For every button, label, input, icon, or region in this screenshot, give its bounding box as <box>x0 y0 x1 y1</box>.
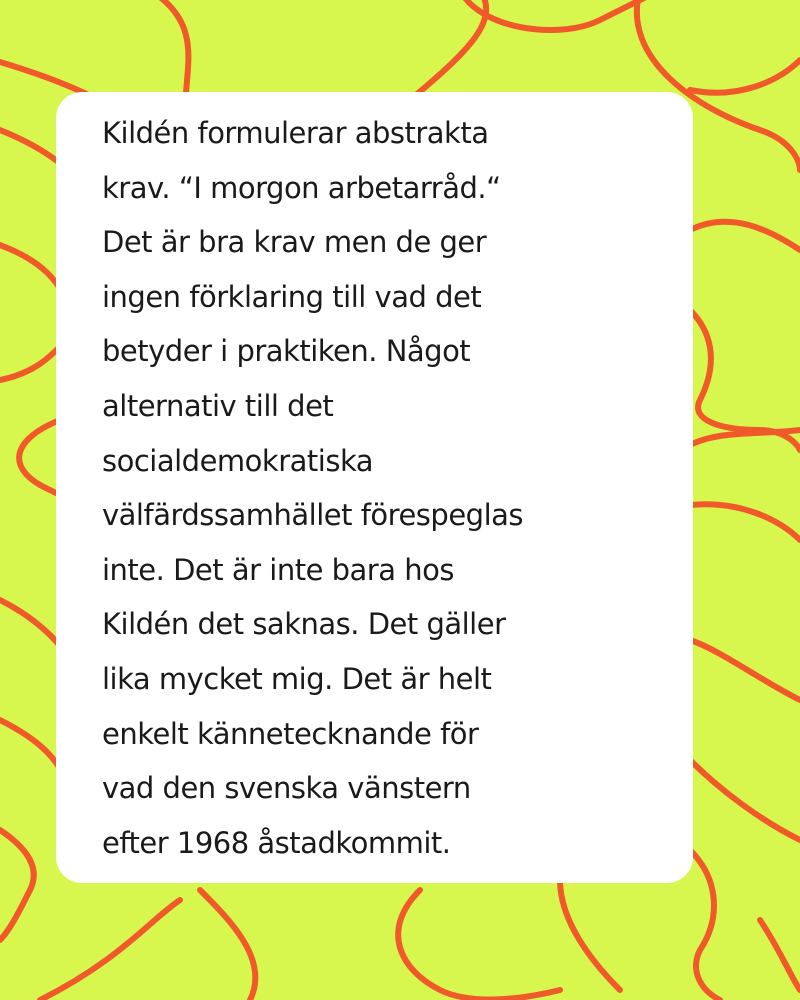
wave-line <box>0 830 34 940</box>
wave-line <box>460 0 660 30</box>
quote-line: välfärdssamhället förespeglas <box>102 498 524 533</box>
quote-line: ingen förklaring till vad det <box>102 279 482 314</box>
wave-line <box>560 880 620 990</box>
quote-line: krav. “I morgon arbetarråd.“ <box>102 170 501 205</box>
wave-line <box>690 222 800 250</box>
wave-line <box>690 60 800 93</box>
quote-line: enkelt kännetecknande för <box>102 716 479 751</box>
quote-line: Det är bra krav men de ger <box>102 225 487 260</box>
quote-line: Kildén formulerar abstrakta <box>102 116 489 150</box>
quote-line: betyder i praktiken. Något <box>102 334 471 369</box>
quote-line: lika mycket mig. Det är helt <box>102 661 492 696</box>
wave-line <box>690 850 720 1000</box>
quote-line: Kildén det saknas. Det gäller <box>102 607 506 642</box>
wave-line <box>690 640 800 700</box>
wave-line <box>40 900 180 1000</box>
quote-line: alternativ till det <box>102 388 334 423</box>
wave-line <box>690 760 800 840</box>
quote-card <box>56 92 693 883</box>
wave-line <box>200 890 255 1000</box>
quote-line: efter 1968 åstadkommit. <box>102 825 451 860</box>
wave-line <box>398 890 560 999</box>
wave-line <box>690 504 800 540</box>
quote-line: vad den svenska vänstern <box>102 771 471 806</box>
wave-line <box>760 920 800 990</box>
quote-line: socialdemokratiska <box>102 443 374 478</box>
quote-text <box>102 106 673 870</box>
quote-line: inte. Det är inte bara hos <box>102 552 454 587</box>
